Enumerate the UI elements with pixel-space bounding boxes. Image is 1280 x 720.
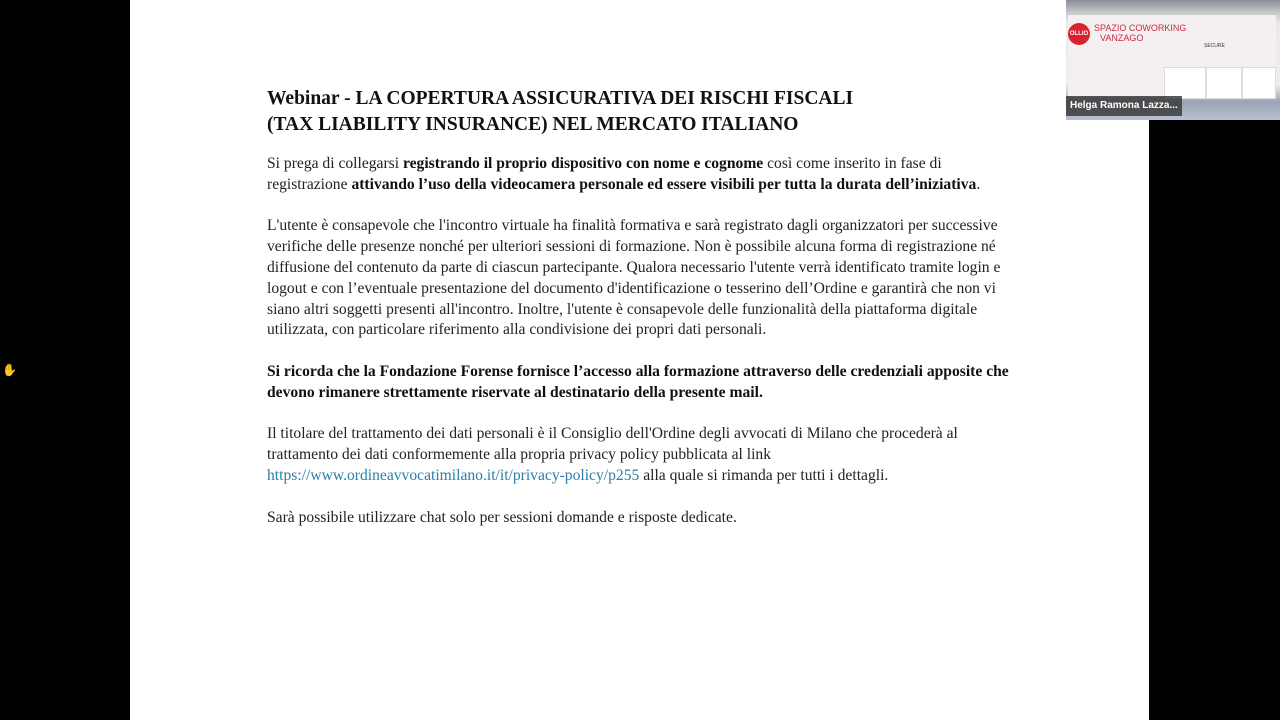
- title-prefix: Webinar -: [267, 88, 356, 109]
- paragraph-user-awareness: L'utente è consapevole che l'incontro virtuale ha finalità formativa e sarà registrato dagli organizzatori per successive verifiche delle presenze nonché per ulteriori sessioni di formazione. Non è possibile alcuna forma di registrazione né diffusione del contenuto da parte di ciascun partecipante. Qualora necessario l'utente verrà identificato tramite login e logout e con l’eventuale presentazione del documento d'identificazione o tesserino dell’Ordine e garantirà che non vi siano altri soggetti presenti all'incontro. Inoltre, l'utente è consapevole delle funzionalità della piattaforma digitale utilizzata, con particolare riferimento alla condivisione dei propri dati personali.: [267, 217, 1001, 339]
- video-background-banner: [1068, 14, 1276, 97]
- shared-screen-slide: [130, 0, 1149, 720]
- privacy-policy-link[interactable]: https://www.ordineavvocatimilano.it/it/privacy-policy/p255: [267, 466, 640, 484]
- paragraph-chat: Sarà possibile utilizzare chat solo per sessioni domande e risposte dedicate.: [267, 508, 737, 526]
- paragraph-credentials: [267, 362, 1012, 404]
- banner-title-line1: SPAZIO COWORKING: [1094, 23, 1187, 33]
- title-line1: LA COPERTURA ASSICURATIVA DEI RISCHI FISCALI: [355, 88, 854, 109]
- slide-content: [267, 86, 1012, 549]
- p1-bold-1: registrando il proprio dispositivo con nome e cognome: [402, 155, 764, 172]
- paragraph-privacy: [267, 424, 1012, 486]
- paragraph-registration: [267, 154, 1012, 196]
- banner-title-line2: VANZAGO: [1100, 33, 1144, 43]
- hand-cursor-icon: ✋: [2, 363, 17, 377]
- p3-bold: Si ricorda che la Fondazione Forense fornisce l’accesso alla formazione attraverso delle credenziali apposite che devono rimanere strettamente riservate al destinatario della presente mail.: [267, 362, 1009, 401]
- participant-video-tile[interactable]: [1066, 0, 1280, 120]
- title-line2: (TAX LIABILITY INSURANCE) NEL MERCATO ITALIANO: [267, 114, 799, 135]
- poster-2: [1206, 67, 1242, 99]
- secure-logo: SECURE: [1204, 43, 1225, 49]
- participant-name-label: Helga Ramona Lazza...: [1066, 96, 1182, 116]
- p1-text-1: Si prega di collegarsi: [267, 155, 403, 172]
- brand-logo: OLLIO: [1068, 23, 1090, 45]
- p4-text-1: Il titolare del trattamento dei dati personali è il Consiglio dell'Ordine degli avvocati di Milano che procederà al trattamento dei dati conformemente alla propria privacy policy pubblicata al link: [267, 425, 958, 464]
- poster-3: [1242, 67, 1276, 99]
- banner-title: [1094, 23, 1186, 43]
- p4-text-2: alla quale si rimanda per tutti i dettagli.: [639, 466, 889, 484]
- p1-text-3: .: [976, 175, 981, 193]
- poster-1: [1164, 67, 1206, 99]
- p1-text-2: così come inserito in fase di registrazione: [267, 155, 942, 193]
- webinar-title: [267, 86, 1012, 138]
- p1-bold-2: attivando l’uso della videocamera personale ed essere visibili per tutta la durata dell’iniziativa: [351, 175, 977, 193]
